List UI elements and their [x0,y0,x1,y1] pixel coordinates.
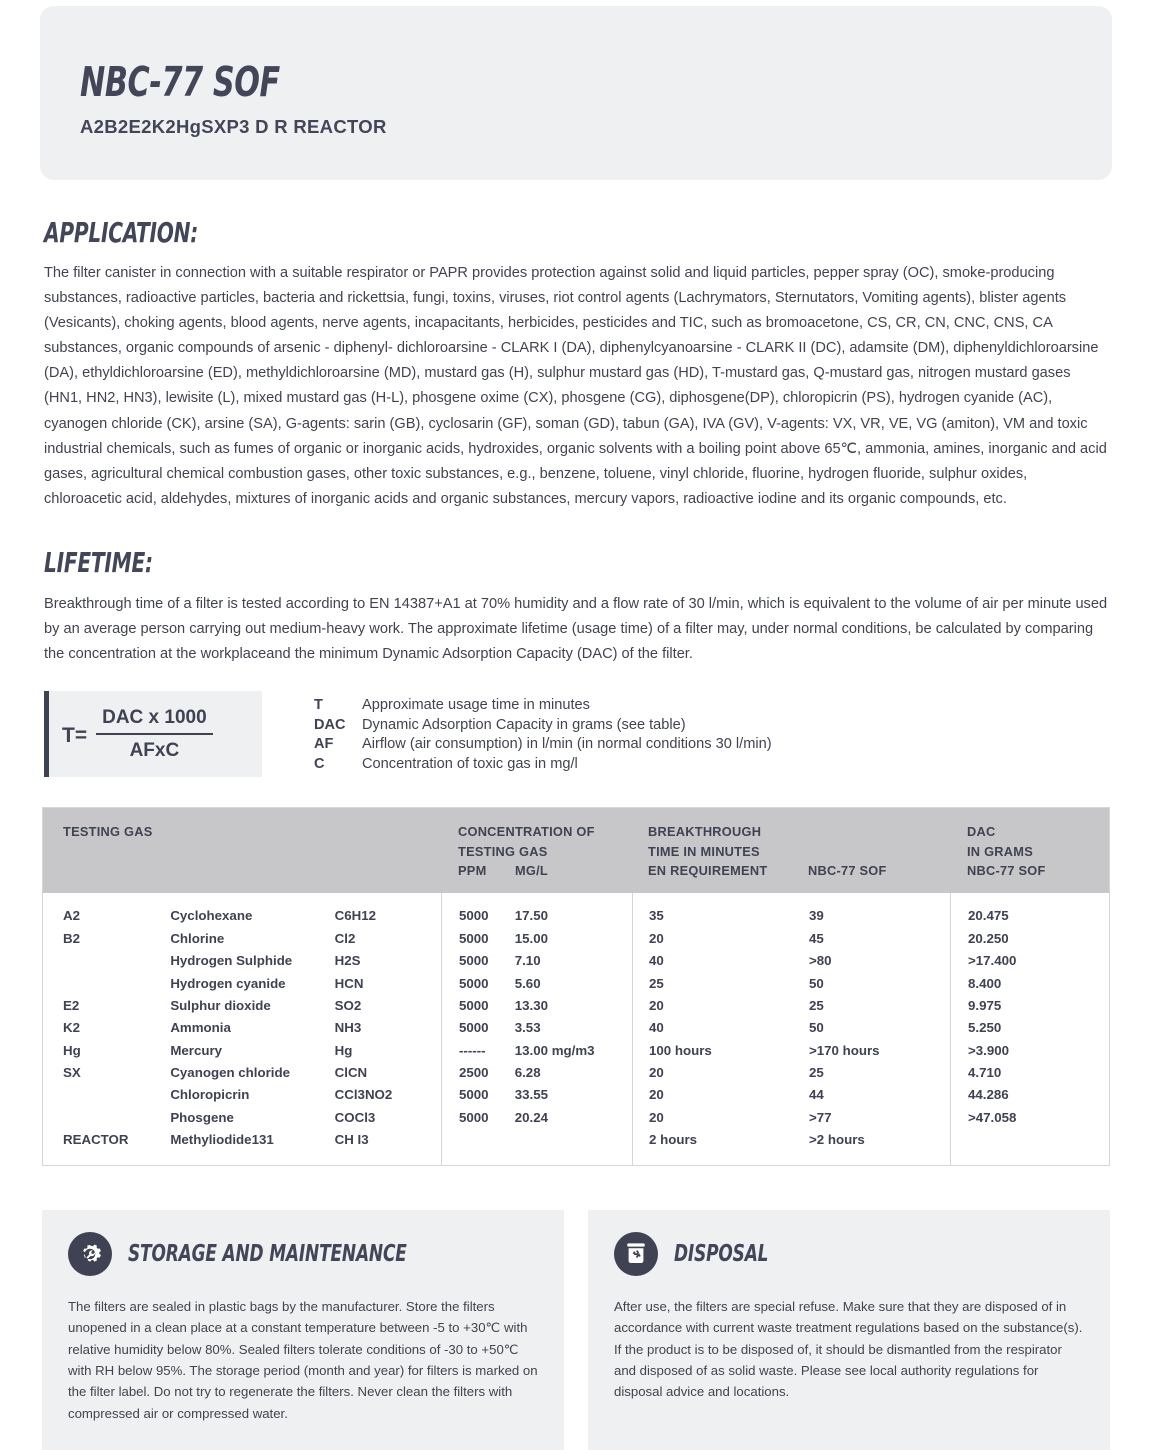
formula-numerator: DAC x 1000 [96,707,213,735]
legend-item [314,756,772,772]
table-row [63,905,441,927]
breakthrough-en: 20 [649,1087,664,1103]
table-body [43,893,1109,1165]
table-row [968,1039,1108,1061]
lifetime-heading: LIFETIME: [44,545,153,579]
breakthrough-en: 25 [649,975,664,991]
table-row [649,1106,950,1128]
legend-item [314,717,772,733]
breakthrough-sof: 50 [809,975,824,991]
legend-item [314,697,772,713]
formula-box [44,691,262,777]
breakthrough-sof: 25 [809,1065,824,1081]
breakthrough-en: 35 [649,908,664,924]
datasheet-page [0,6,1152,1449]
gas-formula: CCl3NO2 [334,1087,393,1103]
panel-text: After use, the filters are special refuse. Make sure that they are disposed of in accordance with current waste treatment regulations based on the substance(s). If the product is to be disposed of, it should be dismantled from the respirator and disposed of as solid waste. Please see local authority regulations for disposal advice and locations. [614,1298,1083,1400]
breakthrough-en: 40 [649,953,664,969]
table-header-concentration [441,822,632,880]
panel-header [614,1232,1084,1276]
breakthrough-sof: 45 [809,930,824,946]
breakthrough-en: 40 [649,1020,664,1036]
conc-mgl: 13.30 [514,997,548,1013]
table-row [968,994,1108,1016]
conc-ppm: 2500 [459,1065,489,1081]
table-header-row [43,808,1109,892]
table-row [63,1061,441,1083]
table-row [649,972,950,994]
gas-formula: COCl3 [334,1109,376,1125]
application-text: The filter canister in connection with a suitable respirator or PAPR provides protection against solid and liquid particles, pepper spray (OC), smoke-producing substances, radioactive particles, bacteria and rickettsia, fungi, toxins, viruses, riot control agents (Lachrymators, Sternutators, Vomiting agents), blister agents (Vesicants), choking agents, blood agents, nerve agents, incapacitants, herbicides, pesticides and TIC, such as bromoacetone, CS, CR, CN, CNC, CNS, CA substances, organic compounds of arsenic - diphenyl- dichloroarsine - CLARK I (DA), diphenylcyanoarsine - CLARK II (DC), adamsite (DM), diphenyldichloroarsine (DA), ethyldichloroarsine (ED), methyldichloroarsine (MD), mustard gas (H), sulphur mustard gas (HD), T-mustard gas, Q-mustard gas, nitrogen mustard gases (HN1, HN2, HN3), lewisite (L), mixed mustard gas (H-L), phosgene oxime (CX), phosgene (CG), diphosgene(DP), chloropicrin (PS), hydrogen cyanide (AC), cyanogen chloride (CK), arsine (SA), G-agents: sarin (GB), cyclosarin (GF), soman (GD), tabun (GA), IVA (GV), V-agents: VX, VR, VE, VG (amiton), VM and toxic industrial chemicals, such as fumes of organic or inorganic acids, hydroxides, organic solvents with a boiling point above 65℃, ammonia, amines, inorganic and acid gases, agricultural chemical combustion gases, other toxic substances, e.g., benzene, toluene, vinyl chloride, fluorine, hydrogen fluoride, sulphur oxides, chloroacetic acid, aldehydes, mixtures of inorganic acids and organic substances, mercury vapors, radioactive iodine and its organic compounds, etc. [44,265,1107,507]
conc-ppm: 5000 [459,908,489,924]
gas-name: Ammonia [170,1020,231,1036]
gas-formula: H2S [334,953,361,969]
th-line: TIME IN MINUTES [648,843,760,859]
gas-formula: HCN [334,975,364,991]
table-row [63,1084,441,1106]
th-spacer [63,861,441,881]
table-row [968,1017,1108,1039]
table-row [459,1129,632,1151]
breakthrough-sof: 50 [809,1020,824,1036]
table-row [459,949,632,971]
gas-formula: SO2 [334,997,362,1013]
panel-title: DISPOSAL [674,1240,769,1267]
table-row [968,905,1108,927]
table-row [63,1106,441,1128]
th-en-requirement: EN REQUIREMENT [648,863,768,879]
formula-denominator: AFxC [129,739,180,761]
breakthrough-sof: >77 [809,1109,832,1125]
dac-value: 8.400 [968,975,1002,991]
gas-name: Chloropicrin [170,1087,250,1103]
testing-gas-table [42,807,1110,1166]
gas-formula: ClCN [334,1065,368,1081]
table-row [459,1061,632,1083]
table-row [649,1039,950,1061]
gas-name: Sulphur dioxide [170,997,271,1013]
lifetime-text: Breakthrough time of a filter is tested according to EN 14387+A1 at 70% humidity and a flow rate of 30 l/min, which is equivalent to the volume of air per minute used by an average person carrying out medium-heavy work. The approximate lifetime (usage time) of a filter may, under normal conditions, be calculated by comparing the concentration at the workplaceand the minimum Dynamic Adsorption Capacity (DAC) of the filter. [44,595,1108,663]
table-header-breakthrough [632,822,950,880]
gear-wrench-icon [68,1232,112,1276]
conc-mgl: 33.55 [514,1087,548,1103]
table-row [649,1084,950,1106]
table-row [649,1129,950,1151]
gas-code: K2 [63,1020,80,1036]
conc-ppm: 5000 [459,1087,489,1103]
formula-section [44,691,1108,777]
lifetime-section [44,546,1108,667]
dac-value: >47.058 [968,1109,1017,1125]
breakthrough-en: 20 [649,1109,664,1125]
table-row [459,927,632,949]
breakthrough-en: 20 [649,997,664,1013]
table-row [63,972,441,994]
breakthrough-sof: >80 [809,953,832,969]
table-row [459,1039,632,1061]
gas-formula: Hg [334,1042,353,1058]
storage-maintenance-panel [42,1210,564,1450]
table-row [63,927,441,949]
legend-key: T [314,697,323,714]
table-row [459,994,632,1016]
table-row [968,927,1108,949]
legend-key: DAC [314,716,346,733]
table-row [649,949,950,971]
th-mgl: MG/L [515,863,548,879]
gas-name: Mercury [170,1042,223,1058]
conc-ppm: 5000 [459,1109,489,1125]
table-header-testing-gas [43,822,441,880]
gas-formula: Cl2 [334,930,356,946]
gas-name: Chlorine [170,930,225,946]
conc-ppm: 5000 [459,1020,489,1036]
dac-value: >3.900 [968,1042,1010,1058]
table-header-dac [950,822,1108,880]
conc-ppm: 5000 [459,997,489,1013]
table-row [649,1061,950,1083]
gas-code: Hg [63,1042,81,1058]
th-line: BREAKTHROUGH [648,824,762,840]
table-row [968,949,1108,971]
table-col-concentration [441,893,632,1165]
formula-lhs: T= [62,724,88,748]
table-row [968,1106,1108,1128]
th-spacer [63,842,441,862]
table-col-dac [950,893,1108,1165]
panel-text: The filters are sealed in plastic bags by the manufacturer. Store the filters unopened in a clean place at a constant temperature between -5 to +30℃ with relative humidity below 80%. Sealed filters tolerate conditions of -30 to +50℃ with RH below 95%. The storage period (month and year) for filters is marked on the filter label. Do not try to regenerate the filters. Never clean the filters with compressed air or compressed water. [68,1298,538,1421]
formula-legend [314,691,772,775]
breakthrough-en: 2 hours [649,1132,698,1148]
dac-value: 20.250 [968,930,1009,946]
table-row [459,1017,632,1039]
breakthrough-en: 20 [649,1065,664,1081]
table-row [63,1039,441,1061]
gas-name: Hydrogen Sulphide [170,953,293,969]
gas-name: Hydrogen cyanide [170,975,286,991]
th-line: CONCENTRATION OF [458,824,595,840]
breakthrough-en: 20 [649,930,664,946]
table-row [459,972,632,994]
table-col-testing-gas [43,893,441,1165]
dac-value: 5.250 [968,1020,1002,1036]
legend-item [314,736,772,752]
dac-value: 4.710 [968,1065,1002,1081]
table-row [649,1017,950,1039]
gas-name: Methyliodide131 [170,1132,274,1148]
table-row [649,994,950,1016]
legend-value: Dynamic Adsorption Capacity in grams (see table) [362,716,686,733]
dac-value: 9.975 [968,997,1002,1013]
th-line: DAC [967,824,996,840]
th-line: TESTING GAS [63,824,153,840]
breakthrough-en: 100 hours [649,1042,712,1058]
gas-formula: NH3 [334,1020,362,1036]
disposal-panel [588,1210,1110,1450]
conc-ppm: ------ [459,1042,486,1058]
table-row [649,905,950,927]
breakthrough-sof: 39 [809,908,824,924]
breakthrough-sof: >170 hours [809,1042,880,1058]
application-section [44,216,1108,512]
legend-value: Airflow (air consumption) in l/min (in normal conditions 30 l/min) [362,736,772,753]
gas-name: Phosgene [170,1109,234,1125]
formula-fraction [96,707,213,762]
gas-formula: CH I3 [334,1132,369,1148]
table-row [968,1061,1108,1083]
th-line: TESTING GAS [458,843,548,859]
gas-name: Cyclohexane [170,908,253,924]
th-subheaders [648,861,950,880]
product-code-subtitle: A2B2E2K2HgSXP3 D R REACTOR [80,116,387,137]
table-row [63,1129,441,1151]
breakthrough-sof: >2 hours [809,1132,865,1148]
table-row [63,949,441,971]
conc-mgl: 5.60 [514,975,541,991]
conc-ppm: 5000 [459,930,489,946]
info-panels [42,1210,1110,1450]
th-line: IN GRAMS [967,843,1033,859]
th-line: NBC-77 SOF [967,863,1046,879]
application-heading: APPLICATION: [44,216,199,249]
page-title: NBC-77 SOF [80,58,280,106]
conc-mgl: 20.24 [514,1109,548,1125]
table-row [459,1084,632,1106]
conc-ppm: 5000 [459,975,489,991]
table-row [459,905,632,927]
breakthrough-sof: 44 [809,1087,824,1103]
gas-code: B2 [63,930,80,946]
gas-name: Cyanogen chloride [170,1065,291,1081]
table-row [968,972,1108,994]
table-row [459,1106,632,1128]
dac-value: 44.286 [968,1087,1009,1103]
panel-title: STORAGE AND MAINTENANCE [128,1240,407,1267]
product-header [40,6,1112,180]
trash-recycle-icon [614,1232,658,1276]
gas-code: A2 [63,908,80,924]
gas-code: REACTOR [63,1132,129,1148]
legend-value: Concentration of toxic gas in mg/l [362,755,578,772]
panel-header [68,1232,538,1276]
conc-mgl: 13.00 mg/m3 [514,1042,595,1058]
table-row [63,1017,441,1039]
table-row [649,927,950,949]
legend-key: C [314,755,325,772]
th-ppm: PPM [458,863,487,879]
legend-value: Approximate usage time in minutes [362,697,590,714]
dac-value: >17.400 [968,953,1017,969]
table-row [968,1084,1108,1106]
conc-mgl: 15.00 [514,930,548,946]
conc-mgl: 7.10 [514,953,541,969]
th-nbc77sof: NBC-77 SOF [808,863,887,879]
table-col-breakthrough [632,893,950,1165]
legend-key: AF [314,736,334,753]
breakthrough-sof: 25 [809,997,824,1013]
table-row [63,994,441,1016]
gas-formula: C6H12 [334,908,377,924]
th-subheaders [458,861,632,880]
conc-ppm: 5000 [459,953,489,969]
table-row [968,1129,1108,1151]
conc-mgl: 3.53 [514,1020,541,1036]
dac-value: 20.475 [968,908,1009,924]
conc-mgl: 17.50 [514,908,548,924]
gas-code: E2 [63,997,80,1013]
conc-mgl: 6.28 [514,1065,541,1081]
gas-code: SX [63,1065,81,1081]
